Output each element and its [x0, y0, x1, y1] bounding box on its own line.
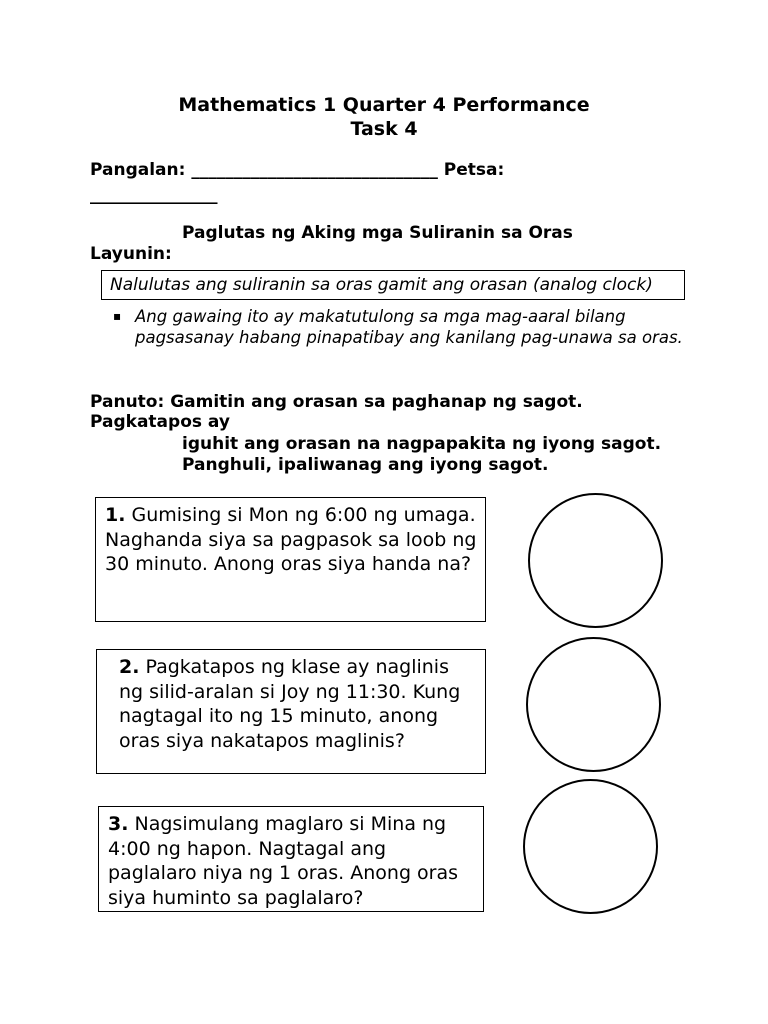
date-blank-line: _______________ [90, 185, 218, 205]
page-title-line2: Task 4 [350, 118, 418, 140]
instructions-line3: iguhit ang orasan na nagpapakita ng iyong sagot. [182, 434, 662, 454]
question-box-2 [96, 649, 486, 774]
clock-circle-3 [523, 779, 658, 914]
question-text: Pagkatapos ng klase ay naglinis ng silid-aralan si Joy ng 11:30. Kung nagtagal ito ng 15 minuto, anong oras siya nakatapos maglinis? [119, 656, 461, 752]
objective-box [101, 270, 685, 300]
question-number: 2. [119, 656, 140, 678]
page-title-line1: Mathematics 1 Quarter 4 Performance [178, 94, 590, 116]
objective-label: Layunin: [90, 244, 172, 264]
clock-circle-2 [526, 637, 661, 772]
question-number: 3. [108, 813, 129, 835]
bullet-square-icon: ▪ [113, 309, 122, 323]
question-text: Nagsimulang maglaro si Mina ng 4:00 ng hapon. Nagtagal ang paglalaro niya ng 1 oras. Anong oras siya huminto sa paglalaro? [108, 813, 459, 909]
objective-text: Nalulutas ang suliranin sa oras gamit ang orasan (analog clock) [110, 275, 653, 295]
clock-circle-1 [528, 493, 663, 628]
instructions-line2: Pagkatapos ay [90, 412, 230, 432]
bullet-text: Ang gawaing ito ay makatutulong sa mga mag-aaral bilang pagsasanay habang pinapatibay ang kanilang pag-unawa sa oras. [135, 307, 683, 347]
question-box-3 [98, 806, 484, 912]
name-date-line: Pangalan: _____________________________ Petsa: [90, 160, 505, 180]
instructions-line4: Panghuli, ipaliwanag ang iyong sagot. [182, 455, 549, 475]
activity-title: Paglutas ng Aking mga Suliranin sa Oras [182, 223, 573, 243]
question-box-1 [95, 497, 486, 622]
question-text: Gumising si Mon ng 6:00 ng umaga. Naghanda siya sa pagpasok sa loob ng 30 minuto. Anong oras siya handa na? [105, 504, 477, 575]
instructions-line1: Panuto: Gamitin ang orasan sa paghanap ng sagot. [90, 392, 583, 412]
question-number: 1. [105, 504, 126, 526]
